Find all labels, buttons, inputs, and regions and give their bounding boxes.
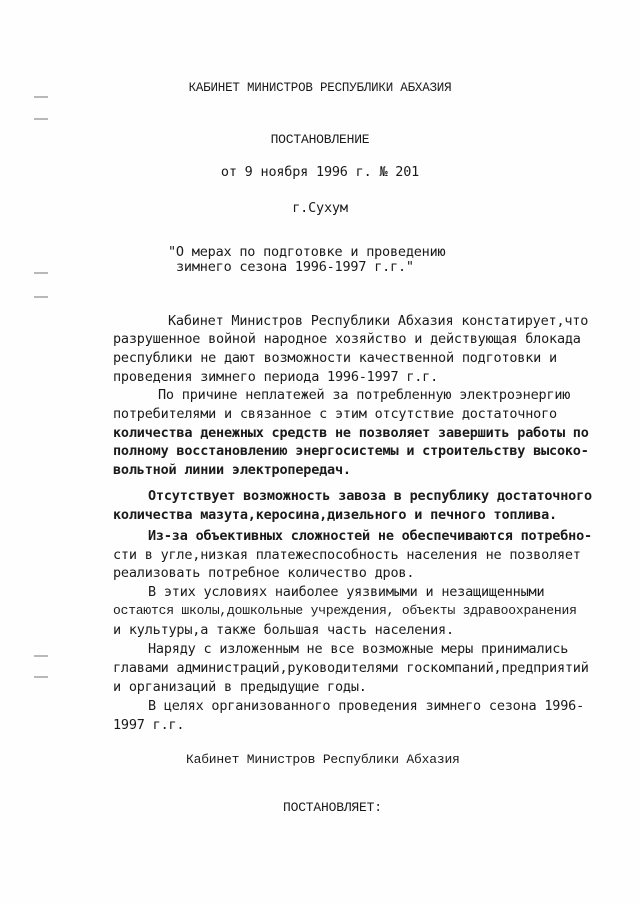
body-line: В целях организованного проведения зимнего сезона 1996-	[148, 698, 585, 714]
resolves-heading: ПОСТАНОВЛЯЕТ:	[283, 800, 382, 815]
body-line: главами администраций,руководителями госкомпаний,предприятий	[113, 660, 589, 676]
closing-cabinet: Кабинет Министров Республики Абхазия	[186, 752, 460, 767]
body-line: вольтной линии электропередач.	[113, 462, 351, 478]
body-line: разрушенное войной народное хозяйство и действующая блокада	[113, 331, 581, 347]
margin-mark	[34, 296, 48, 298]
body-line: остаются школы,дошкольные учреждения, объекты здравоохранения	[113, 603, 577, 618]
body-line: проведения зимнего периода 1996-1997 г.г.	[113, 369, 439, 385]
body-line: республики не дают возможности качественной подготовки и	[113, 350, 557, 366]
body-line: Из-за объективных сложностей не обеспечиваются потребно-	[148, 528, 592, 544]
body-line: Кабинет Министров Республики Абхазия констатирует,что	[168, 313, 589, 329]
city: г.Сухум	[292, 200, 348, 216]
margin-mark	[34, 96, 48, 98]
document-type: ПОСТАНОВЛЕНИЕ	[270, 132, 370, 147]
body-line: полному восстановлению энергосистемы и строительству высоко-	[113, 443, 589, 459]
body-line: 1997 г.г.	[113, 717, 185, 733]
body-line: потребителями и связанное с этим отсутствие достаточного	[113, 406, 557, 422]
cabinet-heading: КАБИНЕТ МИНИСТРОВ РЕСПУБЛИКИ АБХАЗИЯ	[188, 81, 452, 95]
body-line: и культуры,а также большая часть населения.	[113, 622, 454, 638]
body-line: Наряду с изложенным не все возможные меры принимались	[148, 641, 569, 657]
body-line: сти в угле,низкая платежеспособность населения не позволяет	[113, 547, 581, 563]
body-line: По причине неплатежей за потребленную электроэнергию	[158, 387, 571, 403]
title-line: зимнего сезона 1996-1997 г.г."	[176, 259, 414, 275]
margin-mark	[34, 272, 48, 274]
date-number: от 9 ноября 1996 г. № 201	[220, 164, 420, 180]
body-line: и организаций в предыдущие годы.	[113, 679, 367, 695]
body-line: В этих условиях наиболее уязвимыми и незащищенными	[148, 584, 545, 600]
body-line: реализовать потребное количество дров.	[113, 565, 415, 581]
body-line: Отсутствует возможность завоза в республику достаточного	[148, 488, 592, 504]
margin-mark	[34, 676, 48, 678]
body-line: количества мазута,керосина,дизельного и печного топлива.	[113, 507, 557, 523]
margin-mark	[34, 118, 48, 120]
title-line: "О мерах по подготовке и проведению	[168, 244, 446, 260]
body-line: количества денежных средств не позволяет завершить работы по	[113, 425, 589, 441]
margin-mark	[34, 655, 48, 657]
